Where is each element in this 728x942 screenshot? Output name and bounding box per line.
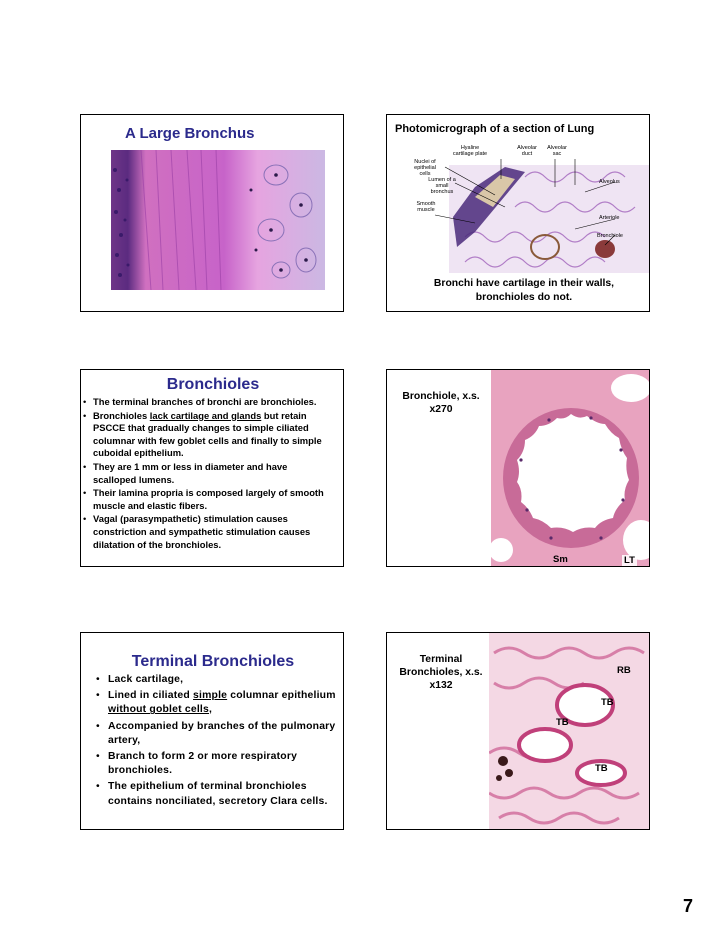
slide-title: Photomicrograph of a section of Lung [395, 123, 595, 135]
slide-title: Terminal Bronchioles [131, 653, 295, 670]
label-lumen: Lumen of a small bronchus [428, 177, 456, 195]
slide-lung-section [386, 114, 650, 312]
micrograph-label: Bronchiole, x.s. x270 [402, 391, 480, 415]
slide-footer [409, 277, 639, 305]
label-lt: LT [624, 555, 635, 566]
bullet-item: • Lack cartilage, [96, 673, 336, 687]
slide-terminal-bronchioles-xs [386, 632, 650, 830]
bronchus-micrograph [101, 150, 325, 290]
slide-title: Bronchioles [166, 376, 260, 393]
bronchiole-micrograph [491, 370, 650, 567]
page-number: 7 [683, 896, 694, 916]
slide-large-bronchus [80, 114, 344, 312]
bullet-item: • Vagal (parasympathetic) stimulation causes constriction and sympathetic stimulation causes dilatation of the bronchioles. [83, 513, 333, 551]
slide-title: A Large Bronchus [125, 125, 255, 142]
label-nuclei: Nuclei of epithelial cells [414, 159, 436, 177]
micrograph-label: Terminal Bronchioles, x.s. x132 [399, 654, 483, 691]
footer-line-2: bronchioles do not. [475, 292, 573, 303]
slide-terminal-bronchioles [80, 632, 344, 830]
bullet-list [83, 396, 333, 552]
label-alveolus: Alveolus [599, 179, 620, 185]
label-bronchiole: Bronchiole [597, 233, 623, 239]
label-rb: RB [617, 665, 631, 676]
label-hyaline: Hyaline cartilage plate [452, 145, 488, 157]
label-sm: Sm [553, 554, 568, 565]
label-tb: TB [595, 763, 608, 774]
terminal-bronchioles-micrograph [489, 633, 650, 830]
bullet-item: • Their lamina propria is composed largely of smooth muscle and elastic fibers. [83, 487, 333, 512]
label-arteriole: Arteriole [599, 215, 620, 221]
label-alveolar-sac: Alveolar sac [547, 145, 567, 157]
underlined-text: without goblet cells [108, 704, 209, 716]
label-smooth-muscle: Smooth muscle [416, 201, 436, 213]
label-tb: TB [556, 717, 569, 728]
underlined-text: lack cartilage and glands [149, 409, 262, 421]
bullet-item: • They are 1 mm or less in diameter and have scalloped lumens. [83, 461, 333, 486]
bullet-item: • The terminal branches of bronchi are bronchioles. [83, 396, 333, 409]
slide-bronchioles [80, 369, 344, 567]
lung-micrograph [405, 137, 650, 273]
label-alveolar-duct: Alveolar duct [517, 145, 537, 157]
bullet-item: • Bronchioles lack cartilage and glands but retain PSCCE that gradually changes to simple ciliated columnar with few goblet cells and finally to simple cuboidal epithelium. [83, 410, 333, 460]
underlined-text: simple [193, 690, 228, 702]
label-tb: TB [601, 697, 614, 708]
footer-line-1: Bronchi have cartilage in their walls, [433, 278, 615, 289]
bullet-list [96, 673, 336, 811]
bullet-item: • Branch to form 2 or more respiratory bronchioles. [96, 750, 336, 778]
slide-bronchiole-xs [386, 369, 650, 567]
bullet-item: • The epithelium of terminal bronchioles contains nonciliated, secretory Clara cells. [96, 780, 336, 808]
bullet-item: • Accompanied by branches of the pulmonary artery, [96, 720, 336, 748]
bullet-item: • Lined in ciliated simple columnar epithelium without goblet cells, [96, 689, 336, 717]
